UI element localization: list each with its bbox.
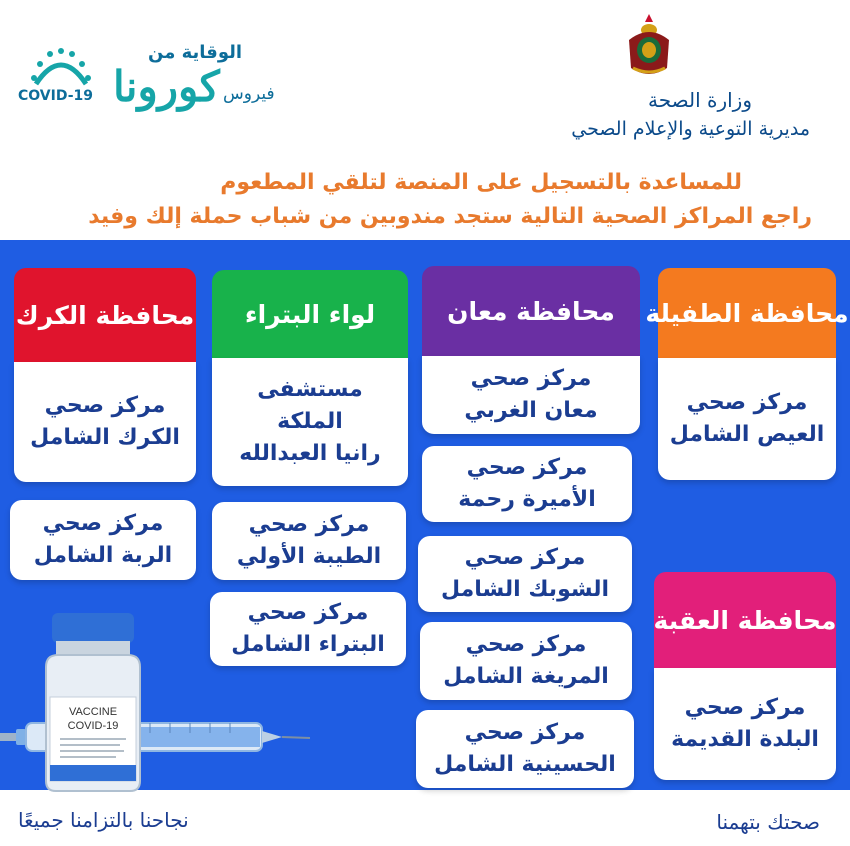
center-name: مركز صحي البلدة القديمة (671, 695, 819, 752)
center-card (212, 502, 406, 580)
governorate-header-petra (212, 270, 408, 358)
virus-icon (30, 48, 92, 88)
vaccine-label-line2: COVID-19 (67, 720, 119, 732)
center-name: مركز صحي معان الغربي (464, 366, 598, 423)
center-card (416, 710, 634, 788)
ministry-department: مديرية التوعية والإعلام الصحي (571, 118, 810, 140)
center-card (422, 356, 640, 434)
governorate-name: محافظة الطفيلة (645, 298, 849, 328)
footer-slogan-right: صحتك بتهمنا (716, 810, 820, 834)
logo-subtitle: الوقاية من (148, 42, 243, 63)
center-name: مركز صحي الكرك الشامل (30, 393, 180, 450)
footer-slogan-left: نجاحنا بالتزامنا جميعًا (18, 808, 189, 832)
vaccine-label-line1: VACCINE (68, 706, 118, 718)
governorate-name: محافظة العقبة (653, 605, 837, 635)
center-name: مركز صحي المريغة الشامل (443, 632, 609, 689)
center-name: مركز صحي العيص الشامل (669, 390, 825, 447)
center-card (418, 536, 632, 612)
center-name: مركز صحي الأميرة رحمة (458, 455, 596, 512)
center-card (420, 622, 632, 700)
logo-main-word: كورونا (113, 62, 220, 111)
governorate-header-karak (14, 268, 196, 362)
jordan-emblem-icon (623, 10, 675, 80)
center-card (212, 358, 408, 486)
governorate-name: محافظة الكرك (15, 300, 195, 330)
center-name: مركز صحي الطيبة الأولي (236, 512, 382, 569)
center-card (654, 668, 836, 780)
governorate-header-maan (422, 266, 640, 356)
governorate-name: محافظة معان (447, 296, 615, 326)
logo-covid-label: COVID-19 (18, 88, 94, 104)
center-name: مركز صحي الحسينية الشامل (434, 720, 616, 777)
governorate-name: لواء البتراء (244, 299, 376, 329)
governorate-header-tafila (645, 268, 849, 358)
center-card (422, 446, 632, 522)
corona-prevention-logo (18, 40, 288, 130)
vaccine-vial-icon (0, 605, 310, 795)
center-name: مركز صحي الربة الشامل (33, 511, 173, 568)
center-card (658, 358, 836, 480)
center-card (14, 362, 196, 482)
center-name: مستشفى الملكة رانيا العبدالله (239, 377, 381, 466)
logo-virus-word: فيروس (223, 84, 275, 104)
ministry-block (510, 10, 810, 150)
intro-line-1: للمساعدة بالتسجيل على المنصة لتلقي المطعوم (220, 170, 742, 195)
governorate-header-aqaba (654, 572, 836, 668)
intro-line-2: راجع المراكز الصحية التالية ستجد مندوبين من شباب حملة إلك وفيد (88, 204, 812, 229)
center-card (10, 500, 196, 580)
ministry-name: وزارة الصحة (648, 88, 752, 112)
center-name: مركز صحي البتراء الشامل (231, 600, 385, 657)
center-name: مركز صحي الشوبك الشامل (440, 545, 610, 602)
